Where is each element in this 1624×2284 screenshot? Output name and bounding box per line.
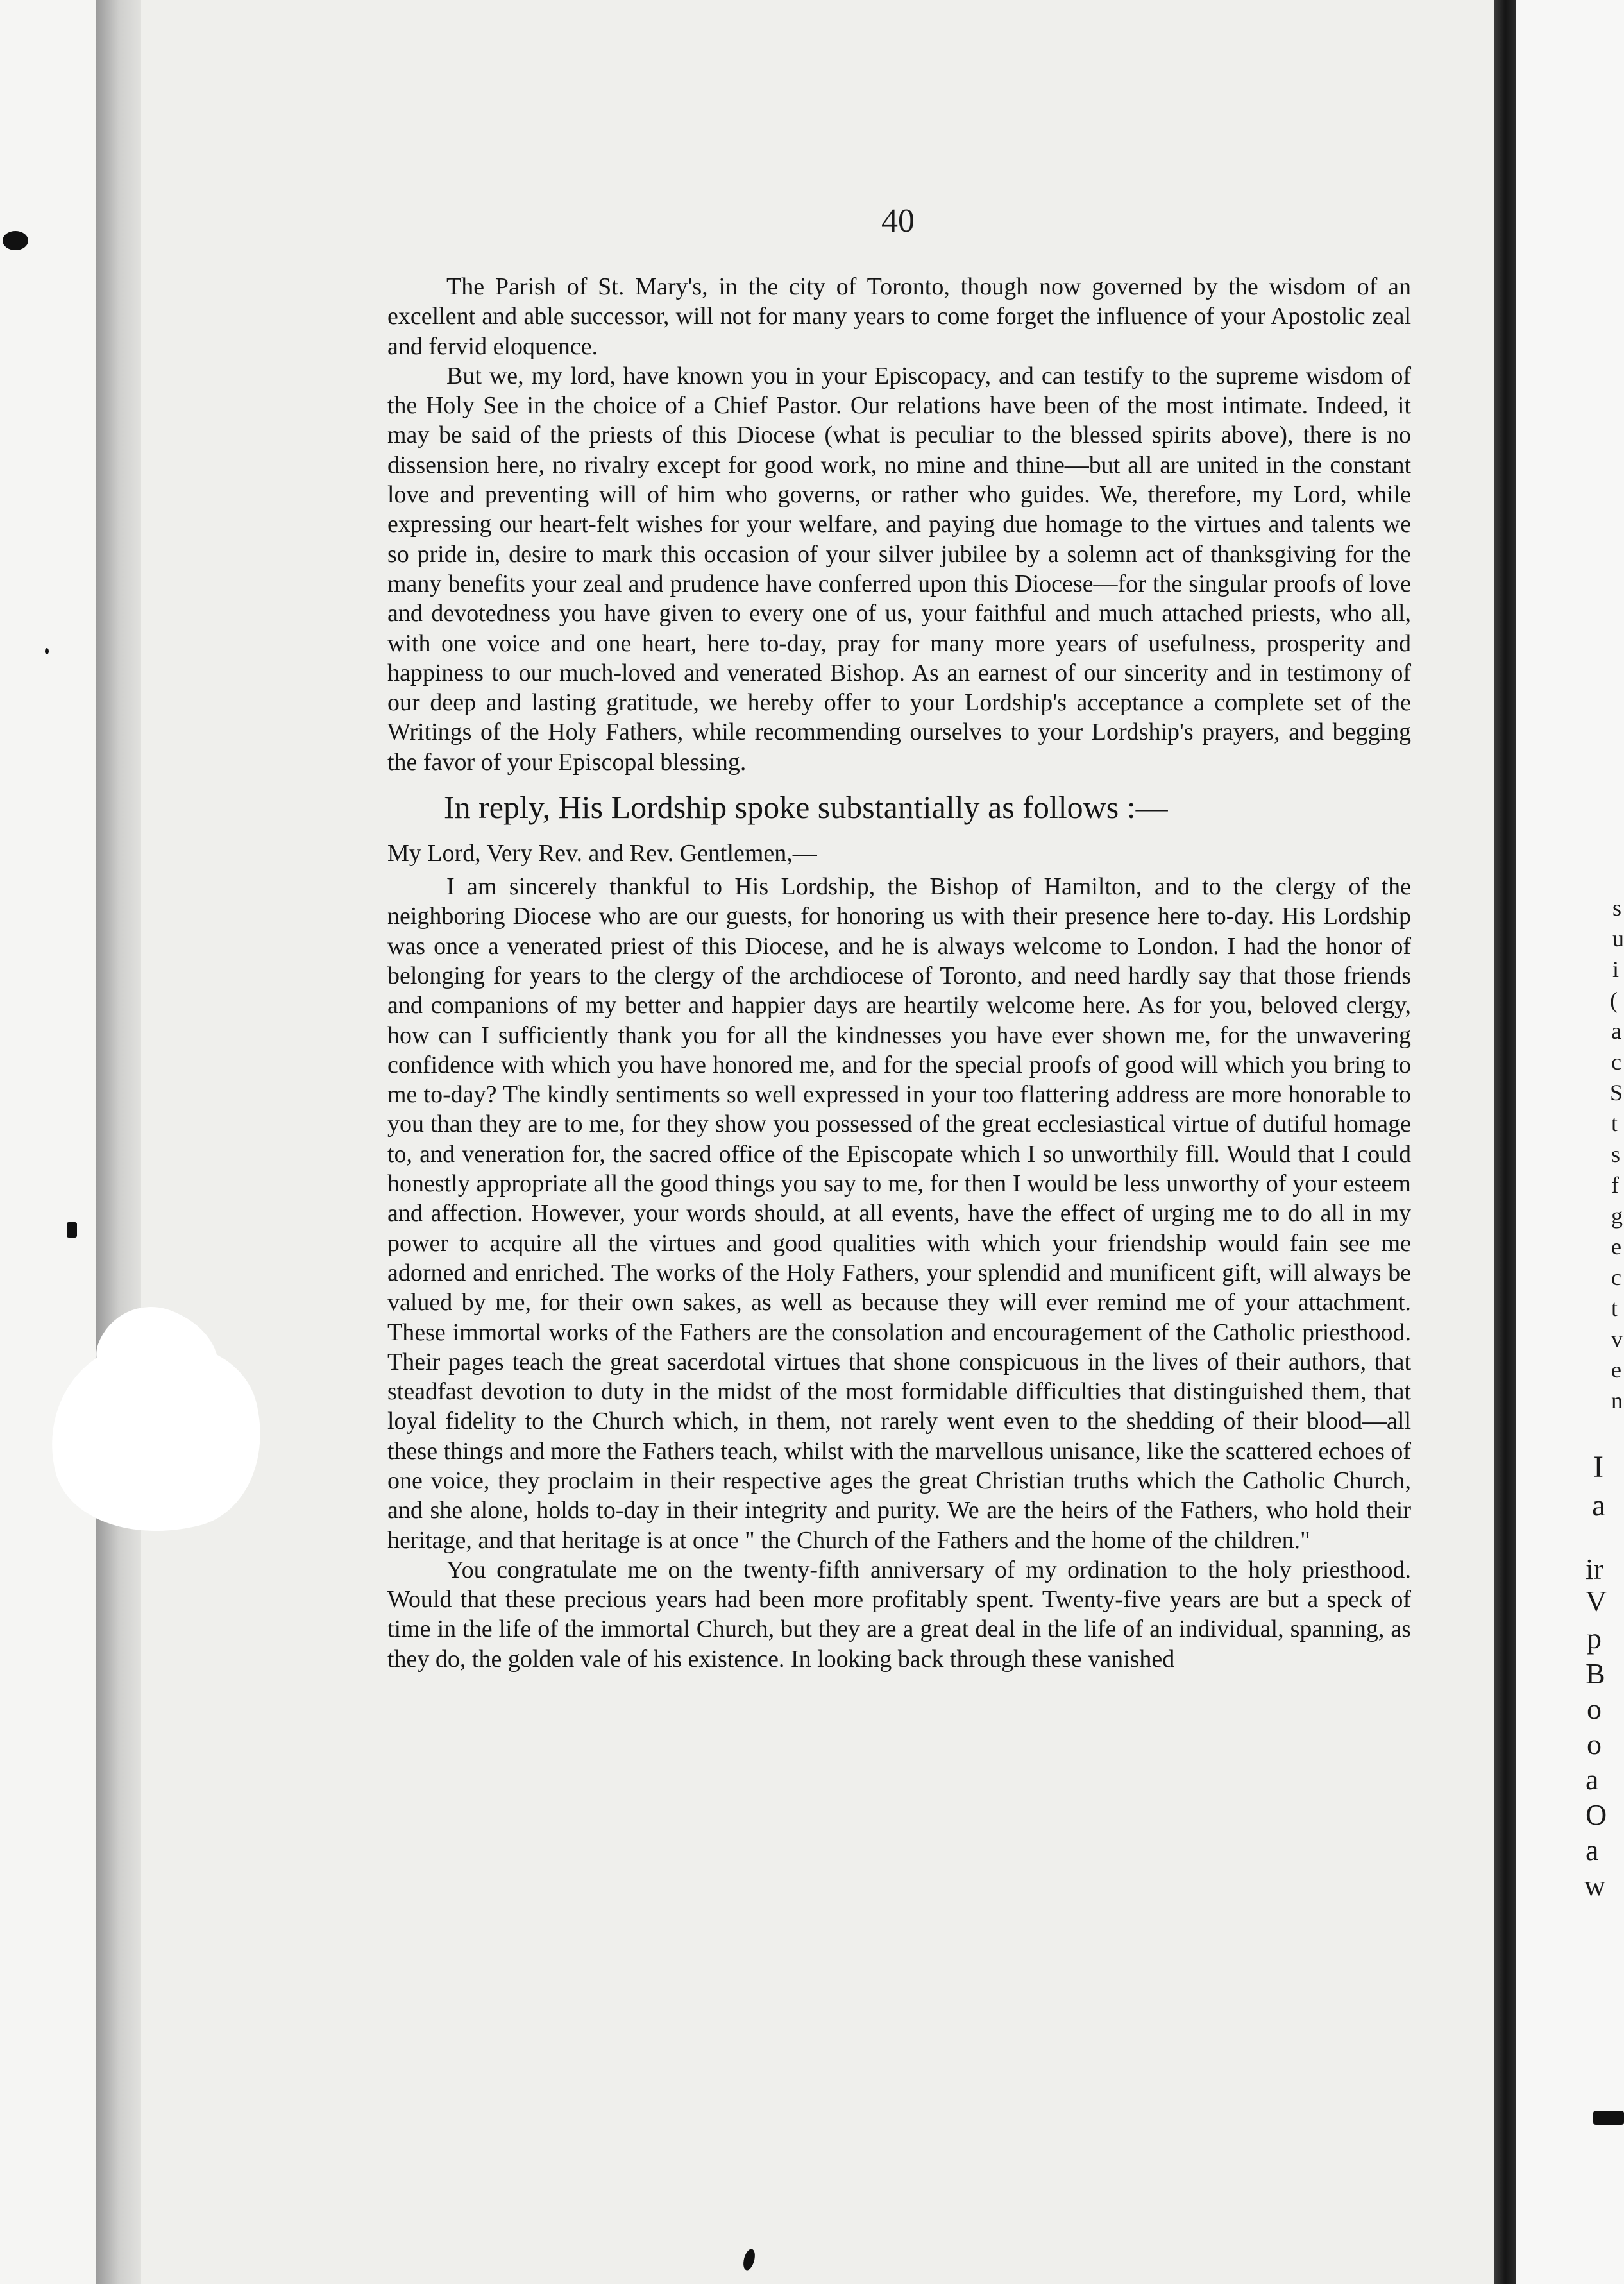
facing-page-fragment: o bbox=[1587, 1692, 1602, 1725]
facing-page-fragment: v bbox=[1611, 1326, 1623, 1352]
facing-page-fragment: c bbox=[1611, 1049, 1621, 1075]
paragraph: The Parish of St. Mary's, in the city of Toronto, though now governed by the wisdom of an excellent and able successor, will not for many years to come forget the influence of your Apostolic zeal and fervid eloquence. bbox=[387, 273, 1411, 360]
facing-page-fragment: s bbox=[1611, 1141, 1621, 1167]
facing-page-fragment: u bbox=[1612, 926, 1624, 951]
page-number: 40 bbox=[881, 203, 915, 239]
facing-page-fragment: B bbox=[1586, 1657, 1605, 1690]
facing-page-fragment: ir bbox=[1586, 1553, 1604, 1585]
facing-page-fragment: I bbox=[1593, 1450, 1603, 1484]
paragraph: You congratulate me on the twenty-fifth anniversary of my ordination to the holy priesthood. Would that these precious years had been more profitably spent. Twenty-five years are but a speck of time in the life of the immortal Church, but they are a great deal in the life of an individual, spanning, as they do, the golden vale of his existence. In looking back through these vanished bbox=[387, 1556, 1411, 1673]
scan-speck bbox=[3, 231, 28, 250]
book-binding bbox=[1494, 0, 1516, 2284]
facing-page-fragment: p bbox=[1587, 1622, 1602, 1655]
facing-page-fragment: n bbox=[1611, 1388, 1623, 1413]
facing-page-fragment: a bbox=[1586, 1763, 1599, 1796]
facing-page-fragment: g bbox=[1611, 1203, 1623, 1229]
paragraph: But we, my lord, have known you in your Episcopacy, and can testify to the supreme wisdom of the Holy See in the choice of a Chief Pastor. Our relations have been of the most intimate. Indeed, it may be said of the priests of this Diocese (what is peculiar to the blessed spirits above), there is no dissension here, no rivalry except for good work, no mine and thine—but all are united in the constant love and preventing will of him who governs, or rather who guides. We, therefore, my Lord, while expressing our heart-felt wishes for your welfare, and paying due homage to the virtues and talents we so pride in, desire to mark this occasion of your silver jubilee by a solemn act of thanksgiving for the many benefits your zeal and prudence have conferred upon this Diocese—for the singular proofs of love and devotedness you have given to every one of us, your faithful and much attached priests, who all, with one voice and one heart, here to-day, pray for many more years of usefulness, prosperity and happiness to our much-loved and venerated Bishop. As an earnest of our sincerity and in testimony of our deep and lasting gratitude, we hereby offer to your Lordship's acceptance a complete set of the Writings of the Holy Fathers, while recommending ourselves to your Lordship's prayers, and begging the favor of your Episcopal blessing. bbox=[387, 362, 1411, 776]
facing-page-fragment: i bbox=[1612, 957, 1620, 982]
page-body bbox=[387, 272, 1411, 1674]
facing-page-edge bbox=[1516, 0, 1624, 2284]
facing-page-fragment: t bbox=[1611, 1111, 1618, 1136]
facing-page-fragment: w bbox=[1584, 1869, 1606, 1902]
scan-speck bbox=[1593, 2111, 1624, 2125]
facing-page-fragment: s bbox=[1612, 895, 1622, 921]
left-margin bbox=[0, 0, 96, 2284]
facing-page-fragment: a bbox=[1586, 1834, 1599, 1866]
facing-page-fragment: c bbox=[1611, 1265, 1621, 1290]
scan-speck bbox=[45, 648, 49, 654]
facing-page-fragment: t bbox=[1611, 1295, 1618, 1321]
facing-page-fragment: O bbox=[1586, 1798, 1607, 1831]
facing-page-fragment: e bbox=[1611, 1234, 1621, 1259]
salutation: My Lord, Very Rev. and Rev. Gentlemen,— bbox=[387, 840, 817, 867]
facing-page-fragment: a bbox=[1611, 1018, 1621, 1044]
facing-page-fragment: V bbox=[1586, 1585, 1607, 1617]
paragraph: I am sincerely thankful to His Lordship, the Bishop of Hamilton, and to the clergy of the neighboring Diocese who are our guests, for honoring us with their presence here to-day. His Lordship was once a venerated priest of this Diocese, and he is always welcome to London. I had the honor of belonging for years to the clergy of the archdiocese of Toronto, and need hardly say that those friends and companions of my better and happier days are heartily welcome here. As for you, beloved clergy, how can I sufficiently thank you for all the kindnesses you have ever shown me, for the unwavering confidence with which you have honored me, and for the special proofs of good will which you bring to me to-day? The kindly sentiments so well expressed in your too flattering address are more honorable to you than they are to me, for they show you possessed of the great ecclesiastical virtue of dutiful homage to, and veneration for, the sacred office of the Episcopate which I so unworthily fill. Would that I could honestly appropriate all the good things you say to me, for then I would be less unworthy of your esteem and affection. However, your words should, at all events, have the effect of urging me to do all in my power to acquire all the virtues and good qualities with which your friendship would fain see me adorned and enriched. The works of the Holy Fathers, your splendid and munificent gift, will always be valued by me, for their own sakes, as well as because they will ever remind me of your attachment. These immortal works of the Fathers are the consolation and encouragement of the Catholic priesthood. Their pages teach the great sacerdotal virtues that shone conspicuous in the lives of their authors, that steadfast devotion to duty in the midst of the most formidable difficulties that distinguished them, that loyal fidelity to the Church which, in them, not rarely went even to the shedding of their blood—all these things and more the Fathers teach, whilst with the marvellous unisance, like the scattered echoes of one voice, they proclaim in their respective ages the great Christian truths which the Catholic Church, and she alone, holds to-day in their integrity and purity. We are the heirs of the Fathers, who hold their heritage, and that heritage is at once " the Church of the Fathers and the home of the children." bbox=[387, 873, 1411, 1554]
facing-page-fragment: o bbox=[1587, 1728, 1602, 1760]
reply-heading: In reply, His Lordship spoke substantially as follows :— bbox=[444, 789, 1168, 826]
facing-page-fragment: ( bbox=[1610, 987, 1618, 1013]
scan-speck bbox=[67, 1222, 77, 1238]
facing-page-fragment: e bbox=[1611, 1357, 1621, 1383]
facing-page-fragment: S bbox=[1610, 1080, 1623, 1105]
facing-page-fragment: a bbox=[1592, 1488, 1606, 1522]
facing-page-fragment: f bbox=[1611, 1172, 1619, 1198]
